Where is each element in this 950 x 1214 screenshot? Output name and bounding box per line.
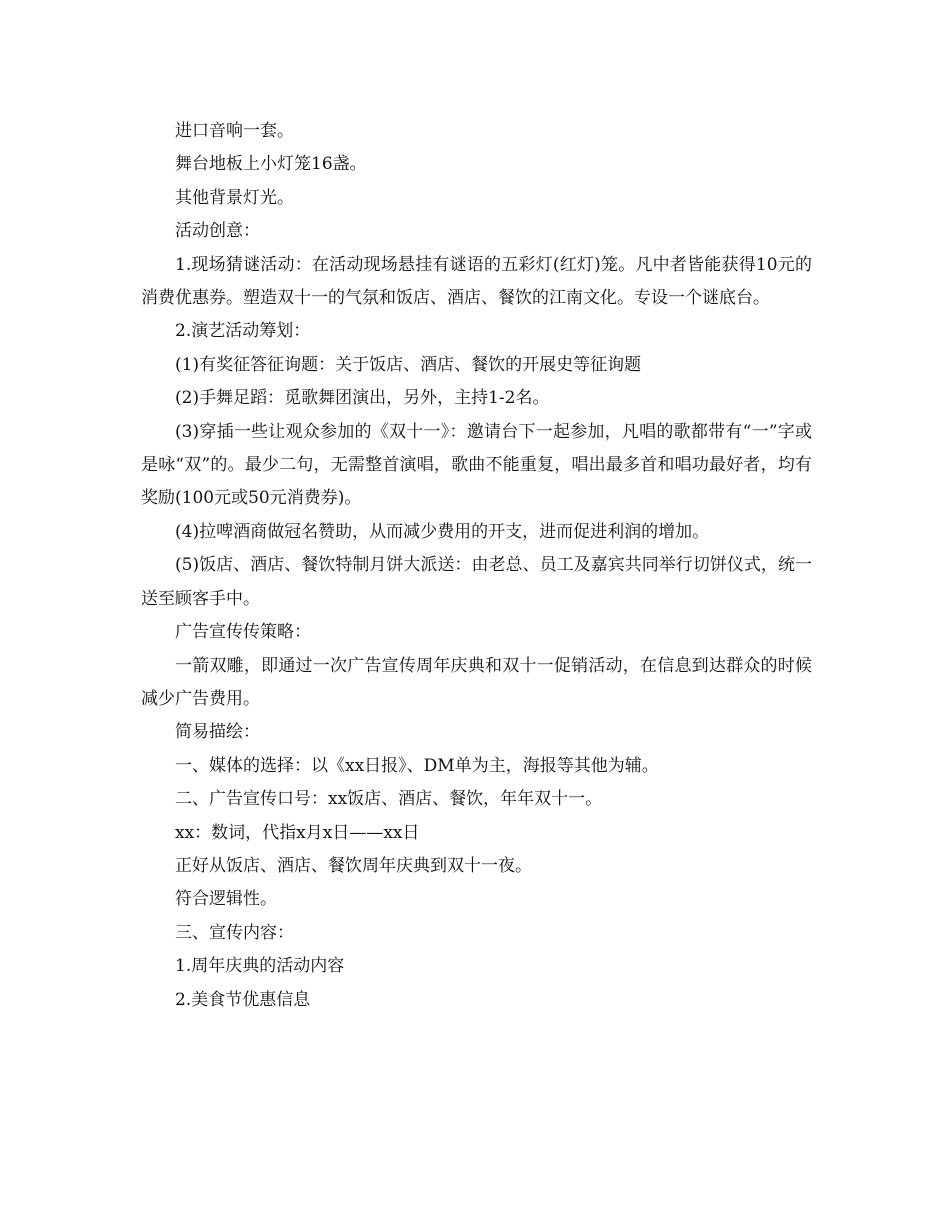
paragraph-riddle-activity: 1.现场猜谜活动：在活动现场悬挂有谜语的五彩灯(红灯)笼。凡中者皆能获得10元的消费优惠券。塑造双十一的气氛和饭店、酒店、餐饮的江南文化。专设一个谜底台。 [141,254,812,309]
document-body [141,115,812,1017]
paragraph-ad-strategy: 一箭双雕，即通过一次广告宣传周年庆典和双十一促销活动，在信息到达群众的时候减少广告费用。 [141,655,812,709]
heading-performance-planning: 2.演艺活动筹划： [175,321,311,342]
list-item-singing: (3)穿插一些让观众参加的《双十一》：邀请台下一起参加，凡唱的歌都带有“一”字或是咏“双”的。最少二句，无需整首演唱，歌曲不能重复，唱出最多首和唱功最好者，均有奖励(100元或50元消费券)。 [141,421,812,509]
paragraph-media-choice: 一、媒体的选择：以《xx日报》、DM单为主，海报等其他为辅。 [175,755,659,776]
paragraph-imported-audio: 进口音响一套。 [175,121,294,141]
list-item-food-festival: 2.美食节优惠信息 [175,989,311,1010]
paragraph-timeline: 正好从饭店、酒店、餐饮周年庆典到双十一夜。 [175,855,532,876]
paragraph-logic: 符合逻辑性。 [175,889,277,910]
paragraph-background-lights: 其他背景灯光。 [175,187,294,208]
list-item-sponsorship: (4)拉啤酒商做冠名赞助，从而减少费用的开支，进而促进利润的增加。 [175,521,710,542]
list-item-dance: (2)手舞足蹈：觅歌舞团演出，另外，主持1-2名。 [175,388,550,409]
heading-brief-description: 简易描绘： [175,722,260,743]
list-item-anniversary: 1.周年庆典的活动内容 [175,956,345,977]
list-item-quiz: (1)有奖征答征询题：关于饭店、酒店、餐饮的开展史等征询题 [175,354,642,375]
paragraph-slogan: 二、广告宣传口号：xx饭店、酒店、餐饮，年年双十一。 [175,789,603,810]
heading-promo-content: 三、宣传内容： [175,922,294,943]
heading-ad-strategy: 广告宣传传策略： [175,622,311,643]
list-item-mooncake: (5)饭店、酒店、餐饮特制月饼大派送：由老总、员工及嘉宾共同举行切饼仪式，统一送至顾客手中。 [141,555,812,609]
heading-activity-ideas: 活动创意： [175,221,260,242]
paragraph-stage-lanterns: 舞台地板上小灯笼16盏。 [175,154,367,175]
paragraph-xx-definition: xx：数词，代指x月x日——xx日 [175,822,420,843]
